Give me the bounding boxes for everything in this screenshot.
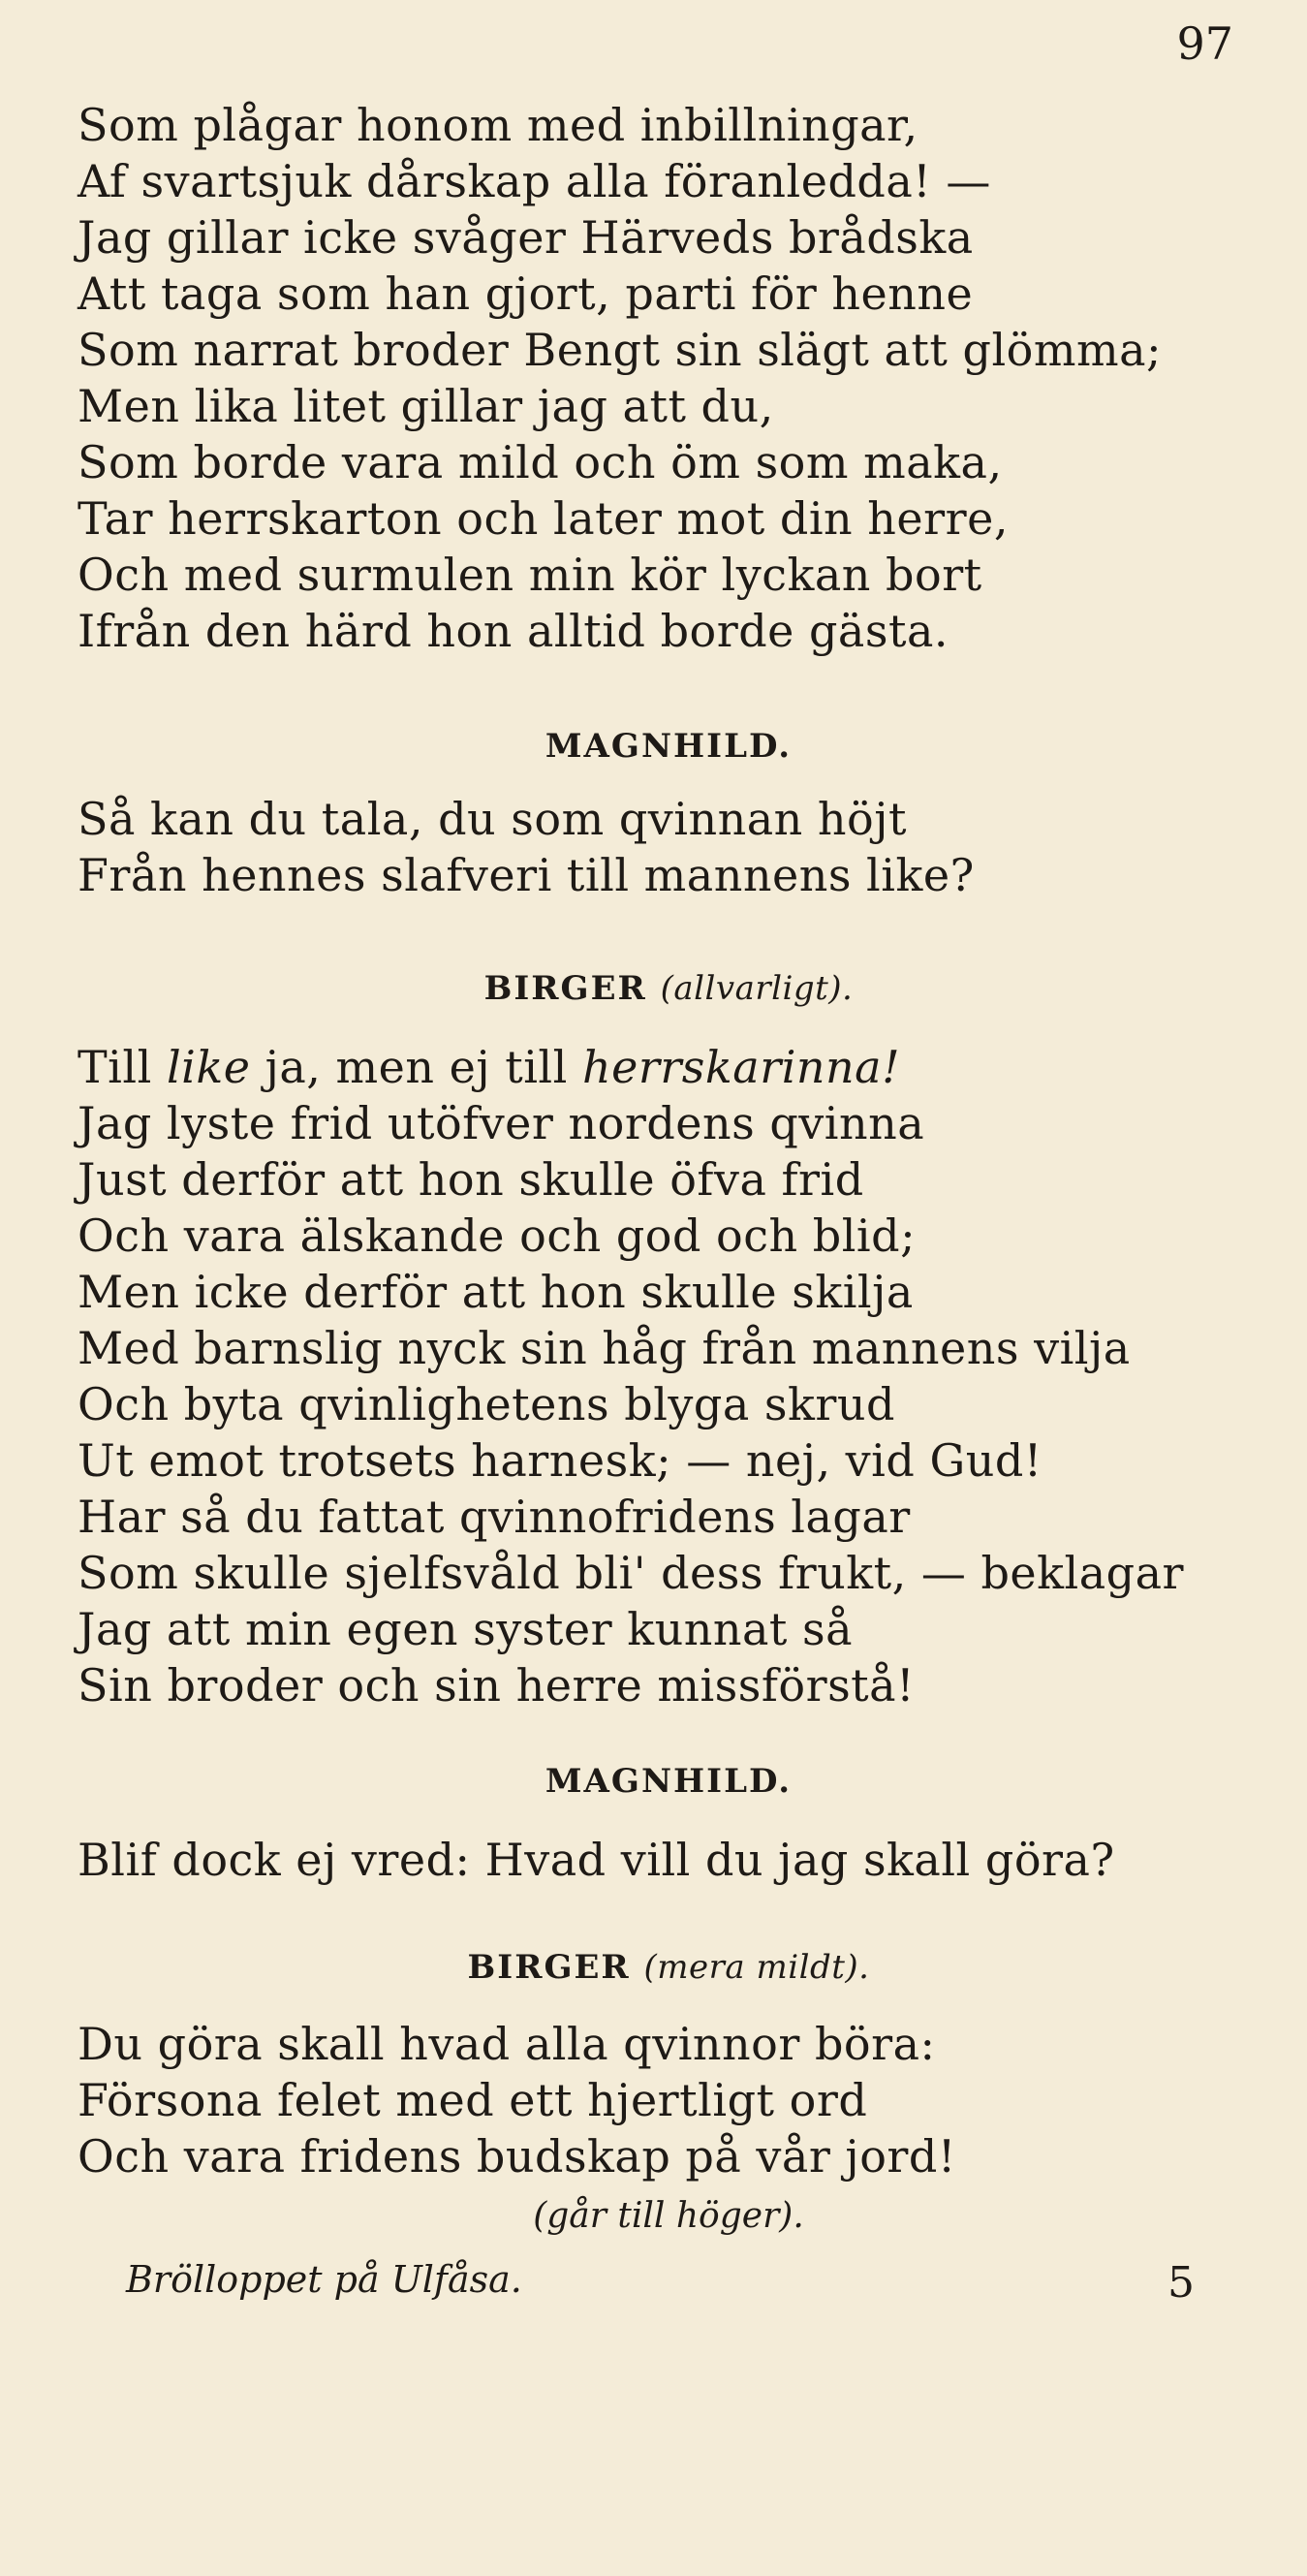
- verse-line: Och vara fridens budskap på vår jord!: [78, 2130, 956, 2183]
- verse-line: Jag lyste frid utöfver nordens qvinna: [78, 1097, 925, 1149]
- speaker-direction: (allvarligt).: [660, 969, 854, 1008]
- verse-line: Sin broder och sin herre missförstå!: [78, 1659, 916, 1712]
- verse-line: Som plågar honom med inbillningar,: [78, 99, 918, 151]
- emphasis-like: like: [166, 1041, 251, 1093]
- speaker-direction: (mera mildt).: [643, 1948, 870, 1987]
- verse-text: ja, men ej till: [250, 1041, 582, 1093]
- speaker-heading-magnhild: [78, 1762, 1260, 1801]
- verse-line: Ut emot trotsets harnesk; — nej, vid Gud!: [78, 1434, 1042, 1487]
- verse-line: Som borde vara mild och öm som maka,: [78, 436, 1003, 488]
- verse-line: Ifrån den härd hon alltid borde gästa.: [78, 605, 949, 657]
- verse-line: Och vara älskande och god och blid;: [78, 1209, 917, 1262]
- verse-line: Tar herrskarton och later mot din herre,: [78, 492, 1009, 545]
- verse-line: Som narrat broder Bengt sin slägt att glömma;: [78, 324, 1163, 376]
- verse-line: Just derför att hon skulle öfva frid: [78, 1153, 864, 1206]
- speaker-heading-birger: [78, 969, 1260, 1008]
- verse-line: Du göra skall hvad alla qvinnor böra:: [78, 2018, 936, 2070]
- speech-block-5: [78, 2016, 1260, 2184]
- verse-line: Så kan du tala, du som qvinnan höjt: [78, 793, 907, 845]
- verse-text: Till: [78, 1041, 167, 1093]
- verse-line: Försona felet med ett hjertligt ord: [78, 2074, 868, 2126]
- verse-line: Men lika litet gillar jag att du,: [78, 380, 774, 432]
- verse-line-emphasis: [78, 1039, 1260, 1095]
- speaker-name: MAGNHILD.: [545, 1762, 793, 1801]
- emphasis-herrskarinna: herrskarinna!: [581, 1041, 901, 1093]
- verse-line: Med barnslig nyck sin håg från mannens vilja: [78, 1322, 1131, 1374]
- verse-line: Från hennes slafveri till mannens like?: [78, 849, 975, 901]
- speech-block-2: [78, 791, 1260, 903]
- verse-line: Jag att min egen syster kunnat så: [78, 1603, 854, 1655]
- verse-line: Att taga som han gjort, parti för henne: [78, 267, 974, 320]
- verse-line: Och med surmulen min kör lyckan bort: [78, 549, 982, 601]
- speaker-heading-birger: [78, 1948, 1260, 1987]
- speaker-name: MAGNHILD.: [545, 727, 793, 766]
- page-footer: [126, 2258, 1195, 2308]
- verse-line: Jag gillar icke svåger Härveds brådska: [78, 211, 974, 264]
- verse-line: Och byta qvinlighetens blyga skrud: [78, 1378, 895, 1430]
- speech-block-3: [78, 1039, 1260, 1713]
- verse-line: Blif dock ej vred: Hvad vill du jag skall göra?: [78, 1834, 1115, 1886]
- verse-line: Men icke derför att hon skulle skilja: [78, 1266, 914, 1318]
- stage-direction: (går till höger).: [533, 2196, 804, 2236]
- verse-line: Som skulle sjelfsvåld bli' dess frukt, — beklagar: [78, 1547, 1184, 1599]
- speaker-name: BIRGER: [467, 1948, 631, 1987]
- speaker-name: BIRGER: [483, 969, 647, 1008]
- speech-block-1: [78, 97, 1260, 659]
- verse-line: Har så du fattat qvinnofridens lagar: [78, 1491, 911, 1543]
- signature-mark: 5: [1167, 2258, 1195, 2308]
- speech-block-4: [78, 1832, 1260, 1888]
- running-title: Brölloppet på Ulfåsa.: [126, 2258, 522, 2301]
- speaker-heading-magnhild: [78, 727, 1260, 766]
- verse-line: Af svartsjuk dårskap alla föranledda! —: [78, 155, 991, 207]
- page-number: 97: [1176, 17, 1233, 70]
